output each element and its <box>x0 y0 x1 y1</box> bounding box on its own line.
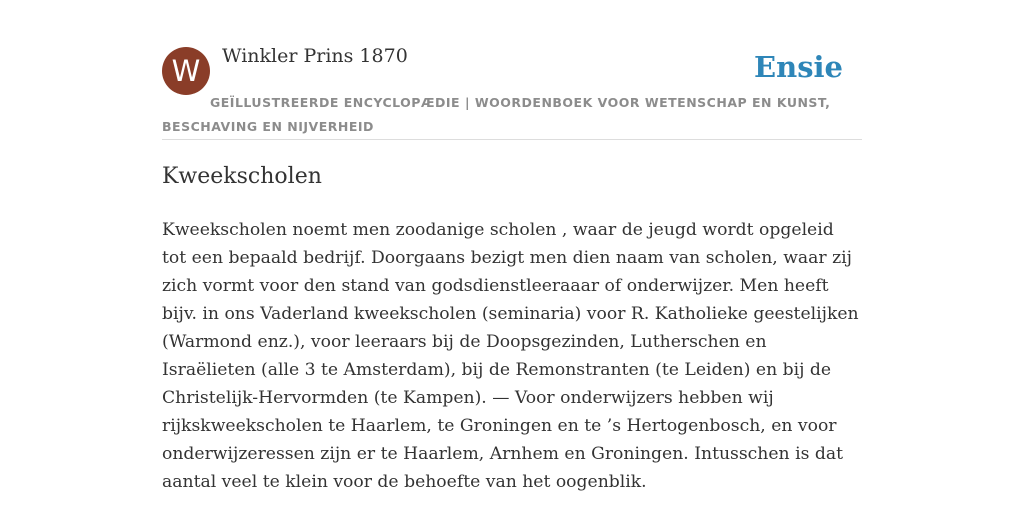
source-subtitle: GEÏLLUSTREERDE ENCYCLOPÆDIE | WOORDENBOEK VOOR WETENSCHAP EN KUNST, BESCHAVING EN NIJVERHEID <box>162 95 831 134</box>
source-avatar[interactable]: W <box>162 47 210 95</box>
entry-title: Kweekscholen <box>162 164 322 189</box>
source-title[interactable]: Winkler Prins 1870 <box>222 45 408 67</box>
entry-body: Kweekscholen noemt men zoodanige scholen , waar de jeugd wordt opgeleid tot een bepaald bedrijf. Doorgaans bezigt men dien naam van scholen, waar zij zich vormt voor den stand van godsdienstleeraaar of onderwijzer. Men heeft bijv. in ons Vaderland kweekscholen (seminaria) voor R. Katholieke geestelijken (Warmond enz.), voor leeraars bij de Doopsgezinden, Lutherschen en Israëlieten (alle 3 te Amsterdam), bij de Remonstranten (te Leiden) en bij de Christelijk-Hervormden (te Kampen). — Voor onderwijzers hebben wij rijkskweekscholen te Haarlem, te Groningen en te ’s Hertogenbosch, en voor onderwijzeressen zijn er te Haarlem, Arnhem en Groningen. Intusschen is dat aantal veel te klein voor de behoefte van het oogenblik. <box>162 220 859 492</box>
ensie-logo[interactable]: Ensie <box>754 50 843 84</box>
header-divider <box>162 139 862 140</box>
